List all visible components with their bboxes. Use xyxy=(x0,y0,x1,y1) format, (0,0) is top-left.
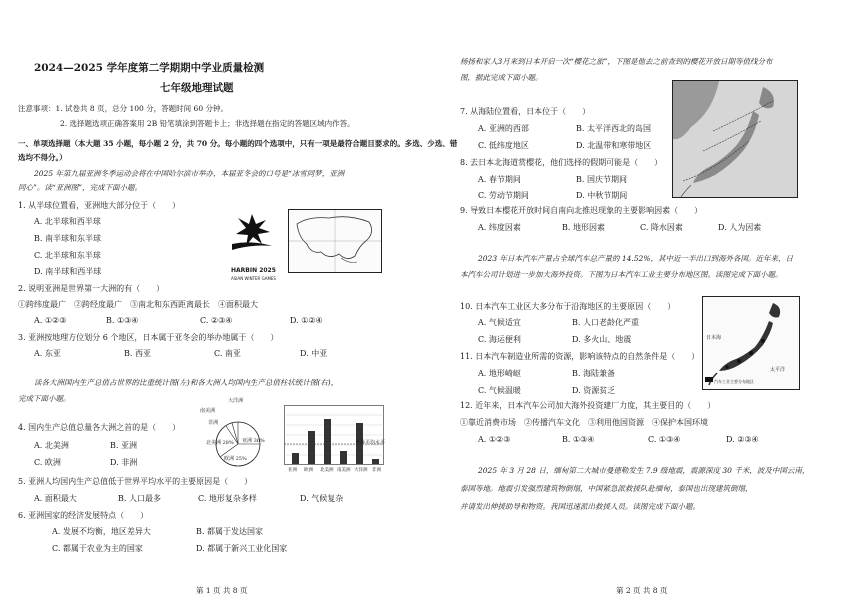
right-intro-line2: 图，据此完成下面小题。 xyxy=(460,73,543,82)
q2-items: ①跨纬度最广 ②跨经度最广 ③南北和东西距离最长 ④面积最大 xyxy=(18,300,258,309)
q12-option-b: B. ①③④ xyxy=(562,435,595,444)
map2-legend: 汽车工业主要分布地区 xyxy=(714,379,754,384)
q4-option-c: C. 欧洲 xyxy=(34,458,61,467)
q10-option-b: B. 人口老龄化严重 xyxy=(572,318,639,327)
right-intro-line1: 杨扬和家人3月来到日本开启一次“樱花之旅”，下图是他去之前查到的樱花开放日期等值线分布 xyxy=(460,57,773,66)
q6-stem: 6. 亚洲国家的经济发展特点（ ） xyxy=(18,511,149,520)
q12-stem: 12. 近年来，日本汽车公司加大海外投资建厂力度，其主要目的（ ） xyxy=(460,401,716,410)
map2-label-sea-of-japan: 日本海 xyxy=(706,335,722,341)
passage-car-line1: 2023 年日本汽车产量占全球汽车总产量的 14.52%，其中近一半出口到海外各国。近年来，日 xyxy=(478,254,793,263)
passage3-line3: 并请发出伸援助导和物资。我国迅速派出救援人员。读图完成下面小题。 xyxy=(460,502,700,511)
q5-option-b: B. 人口最多 xyxy=(118,494,161,503)
q8-option-c: C. 劳动节期间 xyxy=(478,191,529,200)
section1-heading: 一、单项选择题（本大题 35 小题，每小题 2 分，共 70 分。每小题的四个选项中，只有一项是最符合题目要求的。多选、少选、错 xyxy=(18,139,458,148)
logo-subtext: ASIAN WINTER GAMES xyxy=(231,276,276,281)
bar-cat-north-america: 北美洲 xyxy=(320,468,334,473)
q6-option-d: D. 都属于新兴工业化国家 xyxy=(196,544,288,553)
left-page-footer: 第 1 页 共 8 页 xyxy=(196,586,248,595)
q3-option-b: B. 西亚 xyxy=(124,349,151,358)
q7-option-d: D. 北温带和寒带地区 xyxy=(576,141,652,150)
q7-option-a: A. 亚洲的西部 xyxy=(478,124,529,133)
exam-subtitle: 七年级地理试题 xyxy=(160,82,234,94)
note-line-2: 2. 选择题选项正确答案用 2B 铅笔填涂到答题卡上；非选择题在指定的答题区域内作答。 xyxy=(60,119,355,128)
right-page xyxy=(430,0,860,608)
bar-cat-oceania: 大洋洲 xyxy=(354,468,368,473)
pie-label-north-america: 北美洲 28% xyxy=(206,440,234,446)
q2-option-a: A. ①②③ xyxy=(34,316,67,325)
gdp-per-capita-bar-chart xyxy=(284,405,384,465)
exam-title: 2024—2025 学年度第二学期期中学业质量检测 xyxy=(34,62,265,74)
q4-option-a: A. 北美洲 xyxy=(34,441,69,450)
q5-stem: 5. 亚洲人均国内生产总值低于世界平均水平的主要原因是（ ） xyxy=(18,477,253,486)
q11-option-d: D. 资源贫乏 xyxy=(572,386,616,395)
q10-stem: 10. 日本汽车工业区大多分布于沿海地区的主要原因（ ） xyxy=(460,302,676,311)
passage3-line1: 2025 年 3 月 28 日，缅甸第二大城市曼德勒发生 7.9 级地震，震源深度 30 千米，波及中国云南， xyxy=(478,466,810,475)
bar-cat-africa: 非洲 xyxy=(372,468,381,473)
q11-option-b: B. 海陆兼备 xyxy=(572,369,615,378)
q12-option-c: C. ①③④ xyxy=(648,435,681,444)
q3-option-a: A. 东亚 xyxy=(34,349,61,358)
japan-auto-industry-map xyxy=(702,296,800,390)
harbin-logo-icon xyxy=(226,210,278,265)
bar-cat-asia: 亚洲 xyxy=(288,468,297,473)
q9-option-b: B. 地形因素 xyxy=(562,223,605,232)
q4-stem: 4. 国内生产总值总量各大洲之首的是（ ） xyxy=(18,423,181,432)
passage-car-line2: 本汽车公司计划进一步加大海外投资。下图为日本汽车工业主要分布地区图。读图完成下面小题。 xyxy=(460,270,783,279)
logo-text: HARBIN 2025 xyxy=(231,267,276,274)
map2-label-pacific: 太平洋 xyxy=(770,367,786,373)
q2-option-d: D. ①②④ xyxy=(290,316,323,325)
q6-option-c: C. 都属于农业为主的国家 xyxy=(52,544,143,553)
q11-option-a: A. 地形崎岖 xyxy=(478,369,521,378)
q2-option-c: C. ②③④ xyxy=(200,316,233,325)
bar-world-average-label: 世界平均水平 xyxy=(355,440,386,446)
bar-cat-europe: 欧洲 xyxy=(304,468,313,473)
q12-items: ①靠近消费市场 ②传播汽车文化 ③利用他国资源 ④保护本国环境 xyxy=(460,418,708,427)
pie-label-africa: 非洲 xyxy=(208,420,219,426)
passage2-line1: 读各大洲国内生产总值占世界的比重统计图(左)和各大洲人均国内生产总值柱状统计图(右)， xyxy=(34,378,339,387)
q3-option-d: D. 中亚 xyxy=(300,349,328,358)
section1-heading-cont: 选均不得分。） xyxy=(18,153,67,162)
q9-option-a: A. 纬度因素 xyxy=(478,223,521,232)
passage1-line2: 同心”。读“亚洲图”，完成下面小题。 xyxy=(18,183,143,192)
right-page-footer: 第 2 页 共 8 页 xyxy=(616,586,668,595)
q7-option-b: B. 太平洋西北的岛国 xyxy=(576,124,651,133)
q2-option-b: B. ①③④ xyxy=(106,316,139,325)
q1-option-d: D. 南半球和西半球 xyxy=(34,267,102,276)
asia-map xyxy=(288,209,382,273)
q1-option-b: B. 南半球和东半球 xyxy=(34,234,101,243)
q10-option-a: A. 气候适宜 xyxy=(478,318,521,327)
q8-option-a: A. 春节期间 xyxy=(478,175,521,184)
q4-option-b: B. 亚洲 xyxy=(110,441,137,450)
q3-stem: 3. 亚洲按地理方位划分 6 个地区，日本属于亚冬会的举办地属于（ ） xyxy=(18,333,279,342)
cherry-blossom-map xyxy=(672,80,798,198)
q12-option-d: D. ②③④ xyxy=(726,435,759,444)
q11-stem: 11. 日本汽车制造业所需的资源，影响该特点的自然条件是（ ） xyxy=(460,352,700,361)
q1-option-a: A. 北半球和西半球 xyxy=(34,217,101,226)
q1-option-c: C. 北半球和东半球 xyxy=(34,251,101,260)
bar-cat-south-america: 南美洲 xyxy=(337,468,351,473)
pie-label-asia: 亚洲 36% xyxy=(242,438,265,444)
q5-option-a: A. 面积最大 xyxy=(34,494,77,503)
q8-stem: 8. 去日本北海道赏樱花，他们选择的假期可能是（ ） xyxy=(460,158,663,167)
q5-option-d: D. 气候复杂 xyxy=(300,494,344,503)
q1-stem: 1. 从半球位置看，亚洲地大部分位于（ ） xyxy=(18,201,181,210)
passage2-line2: 完成下面小题。 xyxy=(18,394,71,403)
q8-option-d: D. 中秋节期间 xyxy=(576,191,628,200)
q6-option-a: A. 发展不均衡，地区差异大 xyxy=(52,527,151,536)
q7-option-c: C. 低纬度地区 xyxy=(478,141,529,150)
q10-option-c: C. 海运便利 xyxy=(478,335,521,344)
q3-option-c: C. 南亚 xyxy=(214,349,241,358)
q9-stem: 9. 导致日本樱花开放时间自南向北推迟现象的主要影响因素（ ） xyxy=(460,206,703,215)
q7-stem: 7. 从海陆位置看，日本位于（ ） xyxy=(460,107,591,116)
q10-option-d: D. 多火山、地震 xyxy=(572,335,632,344)
passage1-line1: 2025 年第九届亚洲冬季运动会将在中国哈尔滨市举办，本届亚冬会的口号是“冰雪同梦，亚洲 xyxy=(34,169,345,178)
q2-stem: 2. 说明亚洲是世界第一大洲的有（ ） xyxy=(18,284,165,293)
q9-option-c: C. 降水因素 xyxy=(640,223,683,232)
q6-option-b: B. 都属于发达国家 xyxy=(196,527,263,536)
q4-option-d: D. 非洲 xyxy=(110,458,138,467)
q11-option-c: C. 气候温暖 xyxy=(478,386,521,395)
note-line-1: 注意事项：1. 试卷共 8 页，总分 100 分，答题时间 60 分钟。 xyxy=(18,104,228,113)
q12-option-a: A. ①②③ xyxy=(478,435,511,444)
q5-option-c: C. 地形复杂多样 xyxy=(198,494,257,503)
passage3-line2: 泰国等地。地震引发强烈建筑物倒塌，中国紧急派救援队赴缅甸，泰国也出现建筑倒塌， xyxy=(460,484,753,493)
pie-label-oceania: 大洋洲 xyxy=(228,398,244,404)
q9-option-d: D. 人为因素 xyxy=(718,223,762,232)
q8-option-b: B. 国庆节期间 xyxy=(576,175,627,184)
pie-label-south-america: 南美洲 xyxy=(200,408,216,414)
pie-label-europe: 欧洲 25% xyxy=(224,456,247,462)
